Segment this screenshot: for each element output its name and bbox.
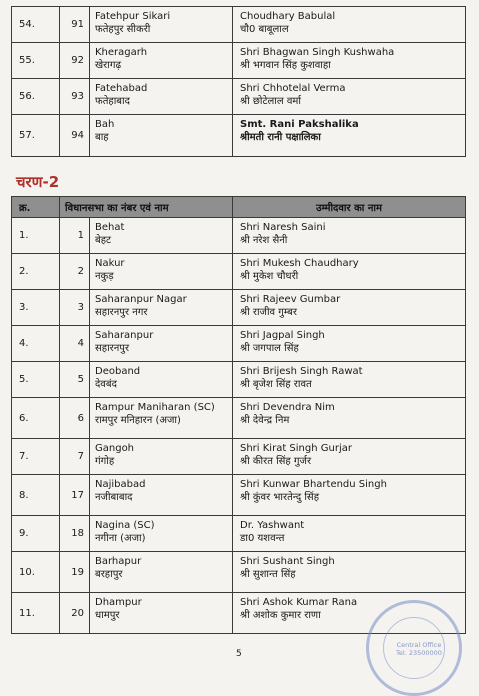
candidate-cell (233, 254, 466, 290)
candidate-name-en: Shri Devendra Nim (240, 402, 335, 413)
constituency-number: 6 (60, 398, 90, 439)
table-row (12, 218, 466, 254)
constituency-number: 7 (60, 439, 90, 475)
candidate-cell (233, 516, 466, 552)
serial-cell: 2. (12, 254, 60, 290)
serial-cell: 3. (12, 290, 60, 326)
constituency-name-hi: नगीना (अजा) (95, 533, 146, 544)
candidate-cell (233, 552, 466, 593)
constituency-cell (90, 79, 233, 115)
candidate-name-en: Shri Rajeev Gumbar (240, 294, 341, 305)
constituency-number: 19 (60, 552, 90, 593)
constituency-cell (90, 398, 233, 439)
serial-cell: 9. (12, 516, 60, 552)
constituency-name-en: Fatehpur Sikari (95, 11, 171, 22)
constituency-name-en: Bah (95, 119, 115, 130)
constituency-name-en: Gangoh (95, 443, 135, 454)
constituency-cell (90, 254, 233, 290)
candidate-name-hi: श्री कीरत सिंह गुर्जर (240, 456, 312, 467)
table-header-row (12, 197, 466, 218)
candidate-name-en: Dr. Yashwant (240, 520, 305, 531)
constituency-name-en: Fatehabad (95, 83, 148, 94)
constituency-cell (90, 43, 233, 79)
constituency-number: 17 (60, 475, 90, 516)
constituency-name-en: Rampur Maniharan (SC) (95, 402, 215, 413)
candidate-name-hi: श्री राजीव गुम्बर (240, 307, 297, 318)
office-stamp (366, 600, 462, 696)
constituency-name-hi: गंगोह (95, 456, 115, 467)
stamp-line-1: Central Office (396, 641, 442, 649)
constituency-name-hi: खेरागढ़ (95, 60, 122, 71)
constituency-cell (90, 439, 233, 475)
constituency-number: 93 (60, 79, 90, 115)
serial-cell: 54. (12, 7, 60, 43)
candidate-name-hi: श्री भगवान सिंह कुशवाहा (240, 60, 331, 71)
constituency-number: 94 (60, 115, 90, 157)
candidate-name-hi: श्री अशोक कुमार राणा (240, 610, 321, 621)
serial-cell: 55. (12, 43, 60, 79)
candidate-name-hi: श्री सुशान्त सिंह (240, 569, 296, 580)
constituency-name-en: Kheragarh (95, 47, 148, 58)
constituency-cell (90, 475, 233, 516)
candidate-name-en: Shri Sushant Singh (240, 556, 335, 567)
candidate-table-phase-1 (11, 6, 466, 157)
constituency-name-hi: रामपुर मनिहारन (अजा) (95, 415, 181, 426)
constituency-name-hi: देवबंद (95, 379, 117, 390)
candidate-table-phase-2 (11, 196, 466, 634)
candidate-cell (233, 43, 466, 79)
constituency-name-hi: सहारनपुर (95, 343, 130, 354)
candidate-name-hi: श्री बृजेश सिंह रावत (240, 379, 312, 390)
constituency-cell (90, 290, 233, 326)
constituency-name-en: Deoband (95, 366, 141, 377)
candidate-name-en: Shri Brijesh Singh Rawat (240, 366, 363, 377)
table-row (12, 552, 466, 593)
candidate-name-en: Shri Ashok Kumar Rana (240, 597, 358, 608)
candidate-name-hi: श्री मुकेश चौधरी (240, 271, 299, 282)
constituency-cell (90, 552, 233, 593)
constituency-name-hi: धामपुर (95, 610, 120, 621)
constituency-name-en: Behat (95, 222, 125, 233)
candidate-name-en: Choudhary Babulal (240, 11, 336, 22)
header-candidate: उम्मीदवार का नाम (233, 197, 466, 218)
candidate-cell (233, 475, 466, 516)
constituency-number: 20 (60, 593, 90, 634)
constituency-cell (90, 362, 233, 398)
serial-cell: 11. (12, 593, 60, 634)
table-row (12, 290, 466, 326)
constituency-name-hi: फतेहपुर सीकरी (95, 24, 151, 35)
constituency-cell (90, 516, 233, 552)
candidate-name-en: Shri Chhotelal Verma (240, 83, 346, 94)
constituency-cell (90, 7, 233, 43)
candidate-cell (233, 218, 466, 254)
candidate-name-en: Shri Bhagwan Singh Kushwaha (240, 47, 395, 58)
constituency-cell (90, 218, 233, 254)
candidate-cell (233, 115, 466, 157)
constituency-name-hi: नकुड़ (95, 271, 114, 282)
constituency-number: 3 (60, 290, 90, 326)
stamp-line-2: Tel. 23500000 (396, 649, 442, 657)
serial-cell: 4. (12, 326, 60, 362)
constituency-cell (90, 326, 233, 362)
serial-cell: 5. (12, 362, 60, 398)
constituency-name-hi: बरहापुर (95, 569, 123, 580)
phase-title: चरण-2 (16, 173, 60, 191)
constituency-name-en: Barhapur (95, 556, 142, 567)
constituency-name-en: Saharanpur (95, 330, 154, 341)
constituency-cell (90, 593, 233, 634)
candidate-cell (233, 439, 466, 475)
constituency-name-en: Saharanpur Nagar (95, 294, 187, 305)
serial-cell: 1. (12, 218, 60, 254)
constituency-name-en: Nagina (SC) (95, 520, 155, 531)
constituency-name-en: Nakur (95, 258, 125, 269)
candidate-name-hi: डा0 यशवन्त (240, 533, 285, 544)
header-serial: क्र. (12, 197, 60, 218)
table-row (12, 398, 466, 439)
table-row (12, 475, 466, 516)
candidate-cell (233, 7, 466, 43)
constituency-name-en: Najibabad (95, 479, 146, 490)
header-constituency: विधानसभा का नंबर एवं नाम (60, 197, 233, 218)
table-row (12, 79, 466, 115)
constituency-name-en: Dhampur (95, 597, 142, 608)
table-row (12, 439, 466, 475)
serial-cell: 6. (12, 398, 60, 439)
candidate-name-en: Smt. Rani Pakshalika (240, 119, 359, 130)
table-row (12, 115, 466, 157)
table-row (12, 516, 466, 552)
table-row (12, 43, 466, 79)
candidate-name-en: Shri Kunwar Bhartendu Singh (240, 479, 387, 490)
table-row (12, 7, 466, 43)
candidate-cell (233, 362, 466, 398)
constituency-name-hi: नजीबाबाद (95, 492, 133, 503)
candidate-name-en: Shri Naresh Saini (240, 222, 326, 233)
constituency-number: 92 (60, 43, 90, 79)
candidate-cell (233, 290, 466, 326)
constituency-number: 5 (60, 362, 90, 398)
page-number: 5 (236, 649, 242, 659)
constituency-name-hi: सहारनपुर नगर (95, 307, 148, 318)
candidate-name-hi: श्री नरेश सैनी (240, 235, 288, 246)
candidate-name-hi: श्री छोटेलाल वर्मा (240, 96, 301, 107)
candidate-name-hi: श्री जगपाल सिंह (240, 343, 299, 354)
candidate-name-hi: चौ0 बाबूलाल (240, 24, 289, 35)
serial-cell: 10. (12, 552, 60, 593)
serial-cell: 56. (12, 79, 60, 115)
table-row (12, 362, 466, 398)
table-row (12, 326, 466, 362)
candidate-name-hi: श्री कुंवर भारतेन्दु सिंह (240, 492, 320, 503)
stamp-text (389, 641, 449, 657)
constituency-name-hi: बाह (95, 132, 109, 143)
constituency-number: 4 (60, 326, 90, 362)
constituency-number: 18 (60, 516, 90, 552)
table-row (12, 254, 466, 290)
constituency-number: 2 (60, 254, 90, 290)
candidate-name-en: Shri Mukesh Chaudhary (240, 258, 359, 269)
candidate-name-en: Shri Kirat Singh Gurjar (240, 443, 352, 454)
candidate-cell (233, 79, 466, 115)
serial-cell: 7. (12, 439, 60, 475)
constituency-number: 91 (60, 7, 90, 43)
constituency-cell (90, 115, 233, 157)
candidate-name-hi: श्री देवेन्द्र निम (240, 415, 290, 426)
candidate-cell (233, 326, 466, 362)
serial-cell: 57. (12, 115, 60, 157)
constituency-name-hi: फतेहाबाद (95, 96, 130, 107)
candidate-name-en: Shri Jagpal Singh (240, 330, 325, 341)
candidate-name-hi: श्रीमती रानी पक्षालिका (240, 132, 321, 143)
constituency-name-hi: बेहट (95, 235, 112, 246)
candidate-cell (233, 398, 466, 439)
constituency-number: 1 (60, 218, 90, 254)
serial-cell: 8. (12, 475, 60, 516)
